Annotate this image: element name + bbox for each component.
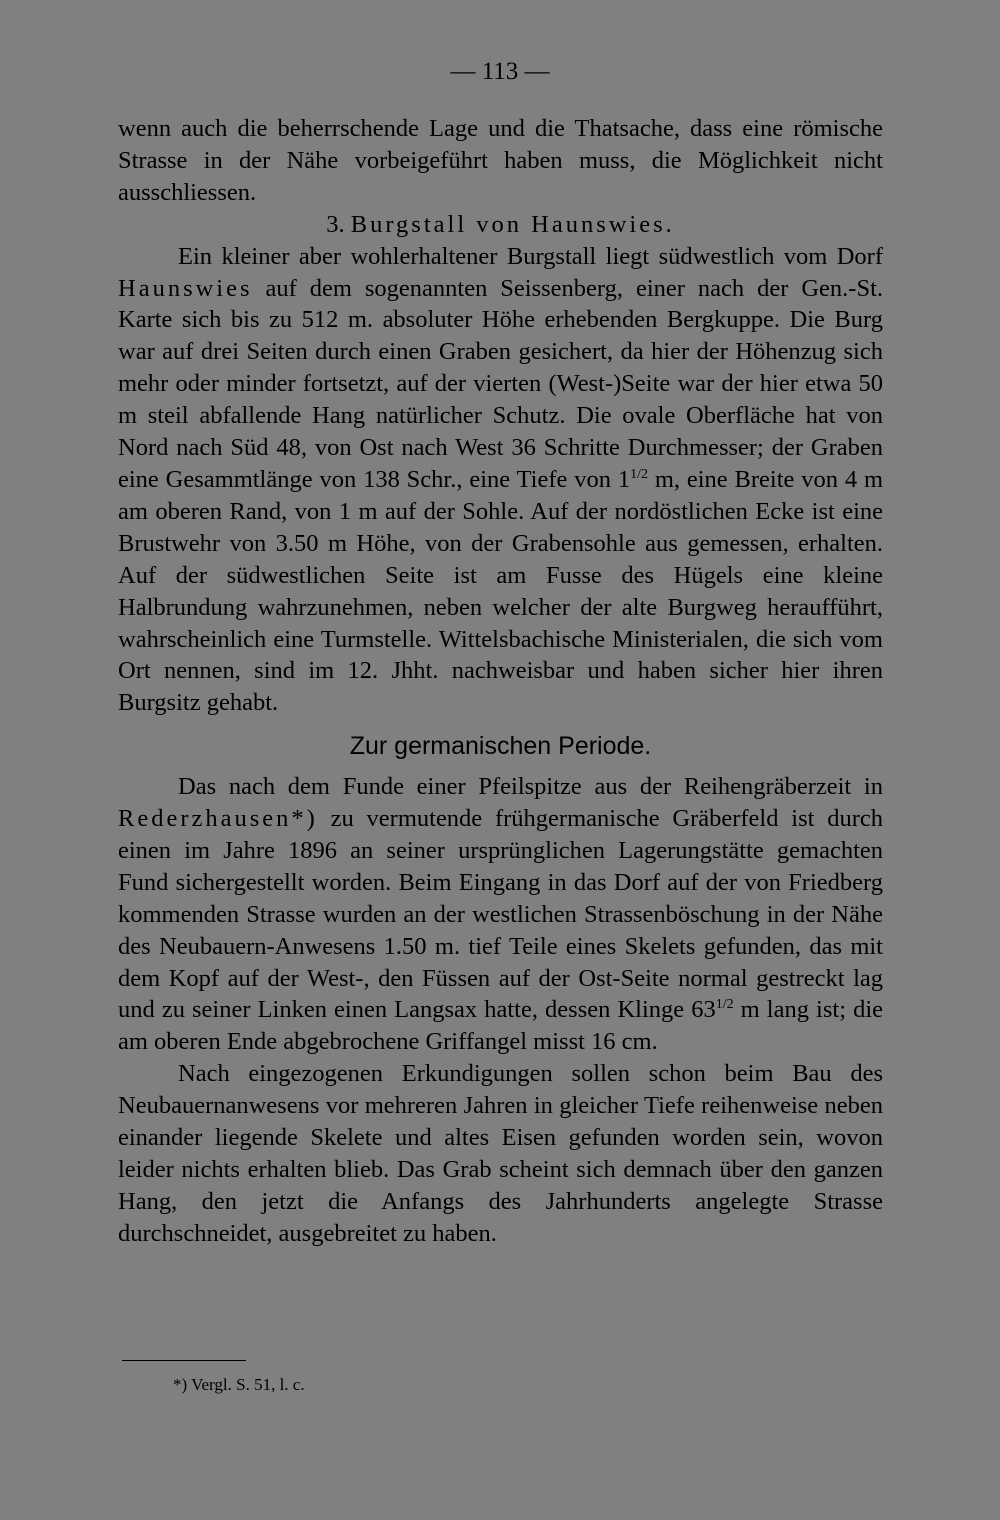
paragraph-3-part-b: zu vermutende frühgermanische Gräberfeld ist durch einen im Jahre 1896 an seiner ursprünglichen Lagerungstätte gemachten Fund sichergestellt worden. Beim Eingang in das Dorf auf der von Friedberg kommenden Strasse wurden an der westlichen Strassenböschung in der Nähe des Neubauern-Anwesens 1.50 m. tief Teile eines Skelets gefunden, das mit dem Kopf auf der West-, den Füssen auf der Ost-Seite normal gestreckt lag und zu seiner Linken einen Langsax hatte, dessen Klinge 63 — [118, 805, 884, 1024]
footnote-rule — [122, 1360, 246, 1361]
paragraph-2-part-c: m, eine Breite von 4 m am oberen Rand, von 1 m auf der Sohle. Auf der nordöstlichen Ecke ist eine Brustwehr von 3.50 m Höhe, von der Grabensohle aus gemessen, erhalten. Auf der südwestlichen Seite ist am Fusse des Hügels eine kleine Halbrundung wahrzunehmen, neben welcher der alte Burgweg heraufführt, wahrscheinlich eine Turmstelle. Wittelsbachische Ministerialen, die sich vom Ort nennen, sind im 12. Jhht. nachweisbar und haben sicher hier ihren Burgsitz gehabt. — [118, 465, 883, 717]
paragraph-4: Nach eingezogenen Erkundigungen sollen schon beim Bau des Neubauernanwesens vor mehreren Jahren in gleicher Tiefe reihenweise neben einander liegende Skelete und altes Eisen gefunden worden sein, wovon leider nichts erhalten blieb. Das Grab scheint sich demnach über den ganzen Hang, den jetzt die Anfangs des Jahrhunderts angelegte Strasse durchschneidet, ausgebreitet zu haben. — [118, 1060, 883, 1247]
paragraph-3 — [118, 771, 883, 1058]
footnote: *) Vergl. S. 51, l. c. — [173, 1375, 305, 1394]
paragraph-1: wenn auch die beherrschende Lage und die Thatsache, dass eine römische Strasse in der Nähe vorbeigeführt haben muss, die Möglichkeit nicht ausschliessen. — [118, 115, 883, 206]
section-3-title — [118, 209, 883, 241]
section-heading: Zur germanischen Periode. — [349, 732, 652, 761]
place-name-haunswies: Haunswies — [118, 274, 253, 302]
body-text — [118, 113, 883, 1250]
paragraph-2-part-b: auf dem sogenannten Seissenberg, einer nach der Gen.-St. Karte sich bis zu 512 m. absoluter Höhe erhebenden Bergkuppe. Die Burg war auf drei Seiten durch einen Graben gesichert, da hier der Höhenzug sich mehr oder minder fortsetzt, auf der vierten (West-)Seite war der hier etwa 50 m steil abfallende Hang natürlicher Schutz. Die ovale Oberfläche hat von Nord nach Süd 48, von Ost nach West 36 Schritte Durchmesser; der Graben eine Gesammtlänge von 138 Schr., eine Tiefe von 1 — [118, 274, 883, 493]
fraction-half-2: 1/2 — [715, 997, 734, 1013]
paragraph-3-part-a: Das nach dem Funde einer Pfeilspitze aus der Reihengräberzeit in — [178, 773, 883, 801]
paragraph-2 — [118, 241, 883, 720]
section-3-number: 3. — [326, 210, 345, 238]
place-name-rederzhausen: Rederzhausen*) — [118, 805, 318, 833]
paragraph-2-part-a: Ein kleiner aber wohlerhaltener Burgstall liegt südwestlich vom Dorf — [178, 242, 883, 270]
paragraph-3-part-c: m lang ist; die am oberen Ende abgebrochene Griffangel misst 16 cm. — [118, 996, 884, 1056]
section-3-name: Burgstall von Haunswies. — [350, 210, 675, 238]
fraction-half: 1/2 — [630, 466, 648, 482]
page-number: — 113 — — [450, 58, 550, 85]
